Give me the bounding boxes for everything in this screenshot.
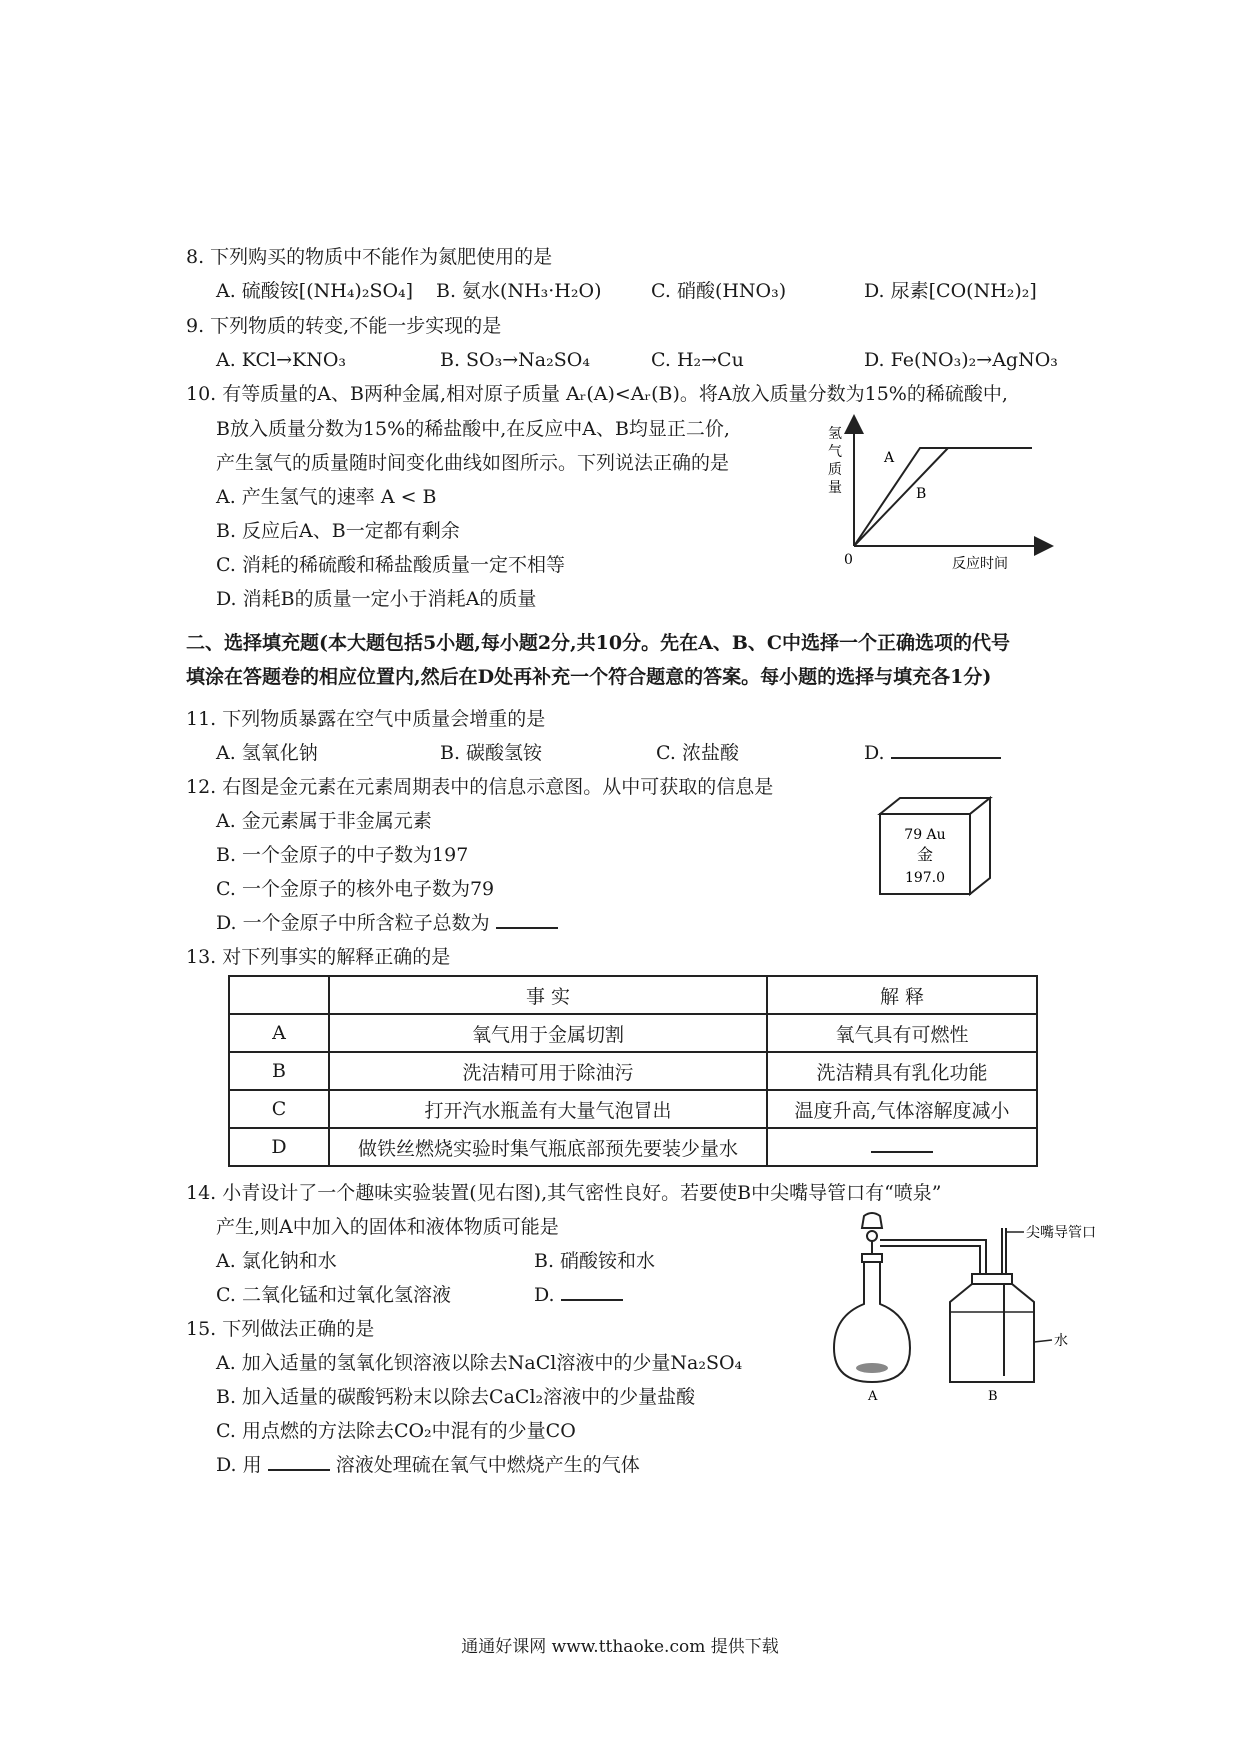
q10-stem-line1: 10. 有等质量的A、B两种金属,相对原子质量 Aᵣ(A)<Aᵣ(B)。将A放入质量分数为15%的稀硫酸中, xyxy=(186,383,1008,405)
table-row xyxy=(229,1128,1037,1166)
row-key: A xyxy=(229,1014,329,1052)
apparatus-label-a: A xyxy=(868,1389,878,1404)
element-mass: 197.0 xyxy=(904,870,946,886)
q11-option-a: A. 氢氧化钠 xyxy=(216,742,318,764)
q14-option-b: B. 硝酸铵和水 xyxy=(534,1250,656,1272)
q8-option-a: A. 硫酸铵[(NH₄)₂SO₄] xyxy=(216,280,414,302)
facts-table xyxy=(228,975,1038,1167)
q10-stem-line2: B放入质量分数为15%的稀盐酸中,在反应中A、B均显正二价, xyxy=(216,418,730,440)
table-header-fact: 事 实 xyxy=(329,976,767,1014)
q13-stem: 13. 对下列事实的解释正确的是 xyxy=(186,946,451,968)
row-key: B xyxy=(229,1052,329,1090)
curve-a xyxy=(854,448,1032,546)
q12-option-d: D. 一个金原子中所含粒子总数为 xyxy=(216,910,558,936)
table-row xyxy=(229,1090,1037,1128)
element-number-symbol: 79 Au xyxy=(904,827,946,843)
q11-option-b: B. 碳酸氢铵 xyxy=(440,742,543,764)
q12-option-b: B. 一个金原子的中子数为197 xyxy=(216,844,469,866)
row-explain: 氧气具有可燃性 xyxy=(767,1014,1037,1052)
row-explain xyxy=(767,1128,1037,1166)
row-explain: 温度升高,气体溶解度减小 xyxy=(767,1090,1037,1128)
row-key: C xyxy=(229,1090,329,1128)
row-fact: 洗洁精可用于除油污 xyxy=(329,1052,767,1090)
curve-b xyxy=(854,448,948,546)
table-header-row xyxy=(229,976,1037,1014)
graph-origin: 0 xyxy=(844,552,853,568)
table-header-explain: 解 释 xyxy=(767,976,1037,1014)
element-name: 金 xyxy=(916,845,934,864)
graph-y-label-1: 氢 xyxy=(828,426,842,442)
q14-stem-line1: 14. 小青设计了一个趣味实验装置(见右图),其气密性良好。若要使B中尖嘴导管口有“喷泉” xyxy=(186,1182,942,1204)
q10-option-c: C. 消耗的稀硫酸和稀盐酸质量一定不相等 xyxy=(216,554,565,576)
graph-x-label: 反应时间 xyxy=(952,556,1008,572)
q10-option-a: A. 产生氢气的速率 A < B xyxy=(216,486,437,508)
section2-line1: 二、选择填充题(本大题包括5小题,每小题2分,共10分。先在A、B、C中选择一个正确选项的代号 xyxy=(186,632,1011,654)
q8-option-c: C. 硝酸(HNO₃) xyxy=(651,280,787,302)
graph-y-label-3: 质 xyxy=(828,462,842,478)
apparatus-label-b: B xyxy=(988,1389,998,1404)
q11-option-c: C. 浓盐酸 xyxy=(656,742,739,764)
row-explain: 洗洁精具有乳化功能 xyxy=(767,1052,1037,1090)
q10-option-b: B. 反应后A、B一定都有剩余 xyxy=(216,520,460,542)
q12-option-a: A. 金元素属于非金属元素 xyxy=(216,810,432,832)
q14-option-d: D. xyxy=(534,1282,623,1308)
q15-option-d: D. 用 溶液处理硫在氧气中燃烧产生的气体 xyxy=(216,1454,640,1476)
apparatus-water-label: 水 xyxy=(1054,1333,1068,1349)
q8-option-d: D. 尿素[CO(NH₂)₂] xyxy=(864,280,1037,302)
q10-option-d: D. 消耗B的质量一定小于消耗A的质量 xyxy=(216,588,537,610)
row-fact: 氧气用于金属切割 xyxy=(329,1014,767,1052)
graph-y-label-2: 气 xyxy=(828,444,842,460)
q9-option-b: B. SO₃→Na₂SO₄ xyxy=(440,349,590,371)
q10-stem-line3: 产生氢气的质量随时间变化曲线如图所示。下列说法正确的是 xyxy=(216,452,730,474)
hydrogen-mass-graph xyxy=(820,412,1060,572)
row-fact: 做铁丝燃烧实验时集气瓶底部预先要装少量水 xyxy=(329,1128,767,1166)
gold-element-card xyxy=(876,794,996,900)
table-header-key xyxy=(229,976,329,1014)
section2-line2: 填涂在答题卷的相应位置内,然后在D处再补充一个符合题意的答案。每小题的选择与填充各1分) xyxy=(186,666,992,688)
table-row xyxy=(229,1014,1037,1052)
q15-option-b: B. 加入适量的碳酸钙粉末以除去CaCl₂溶液中的少量盐酸 xyxy=(216,1386,696,1408)
q9-option-c: C. H₂→Cu xyxy=(651,349,744,371)
graph-label-b: B xyxy=(916,486,927,502)
q11-option-d: D. xyxy=(864,740,1001,766)
q11-stem: 11. 下列物质暴露在空气中质量会增重的是 xyxy=(186,708,546,730)
q14-stem-line2: 产生,则A中加入的固体和液体物质可能是 xyxy=(216,1216,559,1238)
row-fact: 打开汽水瓶盖有大量气泡冒出 xyxy=(329,1090,767,1128)
q14-option-a: A. 氯化钠和水 xyxy=(216,1250,337,1272)
page-footer: 通通好课网 www.tthaoke.com 提供下载 xyxy=(461,1637,779,1657)
fountain-apparatus xyxy=(826,1212,1096,1404)
q9-stem: 9. 下列物质的转变,不能一步实现的是 xyxy=(186,315,502,337)
q9-option-a: A. KCl→KNO₃ xyxy=(216,349,347,371)
apparatus-nozzle-label: 尖嘴导管口 xyxy=(1026,1225,1096,1241)
q15-option-a: A. 加入适量的氢氧化钡溶液以除去NaCl溶液中的少量Na₂SO₄ xyxy=(216,1352,743,1374)
q8-stem: 8. 下列购买的物质中不能作为氮肥使用的是 xyxy=(186,246,553,268)
row-key: D xyxy=(229,1128,329,1166)
q12-option-c: C. 一个金原子的核外电子数为79 xyxy=(216,878,495,900)
graph-y-label-4: 量 xyxy=(828,480,842,496)
q14-option-c: C. 二氧化锰和过氧化氢溶液 xyxy=(216,1284,451,1306)
q12-stem: 12. 右图是金元素在元素周期表中的信息示意图。从中可获取的信息是 xyxy=(186,776,774,798)
q15-option-c: C. 用点燃的方法除去CO₂中混有的少量CO xyxy=(216,1420,576,1442)
q9-option-d: D. Fe(NO₃)₂→AgNO₃ xyxy=(864,349,1058,371)
q8-option-b: B. 氨水(NH₃·H₂O) xyxy=(436,280,602,302)
table-row xyxy=(229,1052,1037,1090)
q15-stem: 15. 下列做法正确的是 xyxy=(186,1318,375,1340)
graph-label-a: A xyxy=(884,450,895,466)
